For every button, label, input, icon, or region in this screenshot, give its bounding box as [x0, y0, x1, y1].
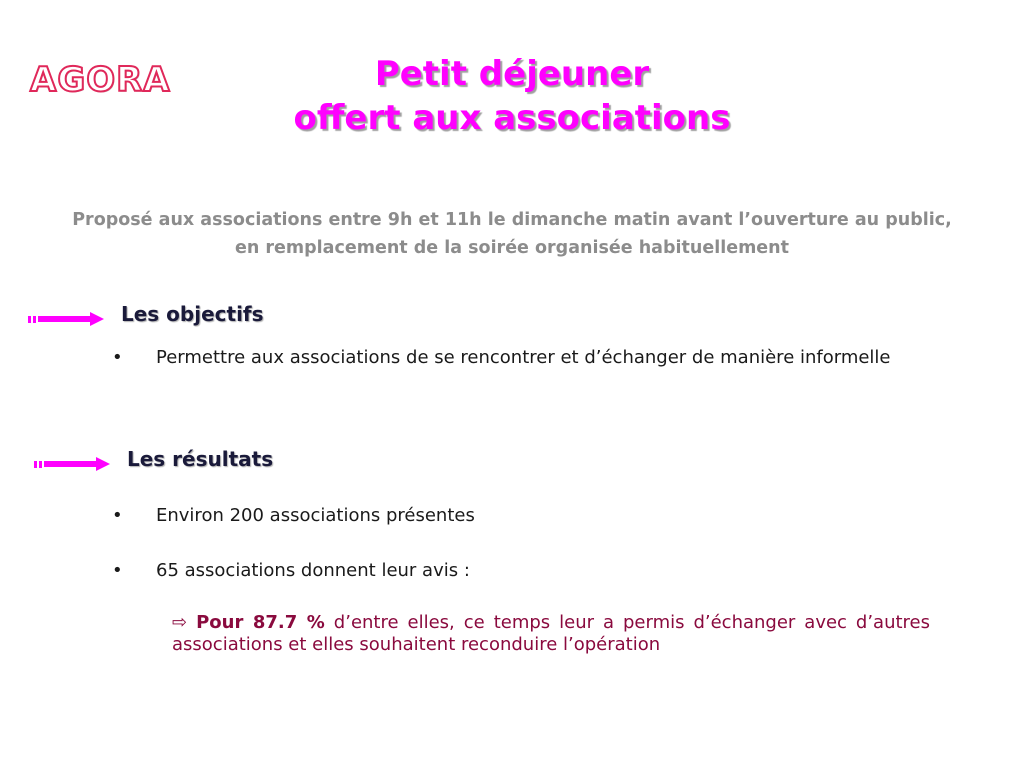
bullet-marker: •	[112, 560, 123, 581]
page-title	[0, 52, 1024, 140]
objectives-heading: Les objectifs	[121, 302, 264, 326]
bullet-text: Environ 200 associations présentes	[156, 505, 475, 526]
list-item	[112, 347, 912, 369]
bullet-marker: •	[112, 347, 123, 368]
list-item	[112, 505, 475, 527]
result-text: d’entre elles, ce temps leur a permis d’échanger avec d’autres associations et elles souhaitent reconduire l’opération	[172, 612, 931, 655]
result-detail	[172, 612, 930, 656]
list-item	[112, 560, 470, 582]
subtitle: Proposé aux associations entre 9h et 11h le dimanche matin avant l’ouverture au public, en remplacement de la soirée organisée habituellement	[72, 210, 952, 258]
results-heading: Les résultats	[127, 447, 274, 471]
result-emphasis: Pour 87.7 %	[196, 612, 325, 633]
title-line-1: Petit déjeuner	[374, 54, 650, 94]
magenta-arrow-icon	[34, 456, 114, 472]
bullet-text: Permettre aux associations de se rencontrer et d’échanger de manière informelle	[156, 347, 891, 368]
bullet-marker: •	[112, 505, 123, 526]
double-arrow-icon: ⇨	[172, 612, 188, 633]
bullet-text: 65 associations donnent leur avis :	[156, 560, 470, 581]
title-line-2: offert aux associations	[293, 98, 731, 138]
magenta-arrow-icon	[28, 311, 108, 327]
agora-logo: AGORA	[30, 60, 171, 100]
